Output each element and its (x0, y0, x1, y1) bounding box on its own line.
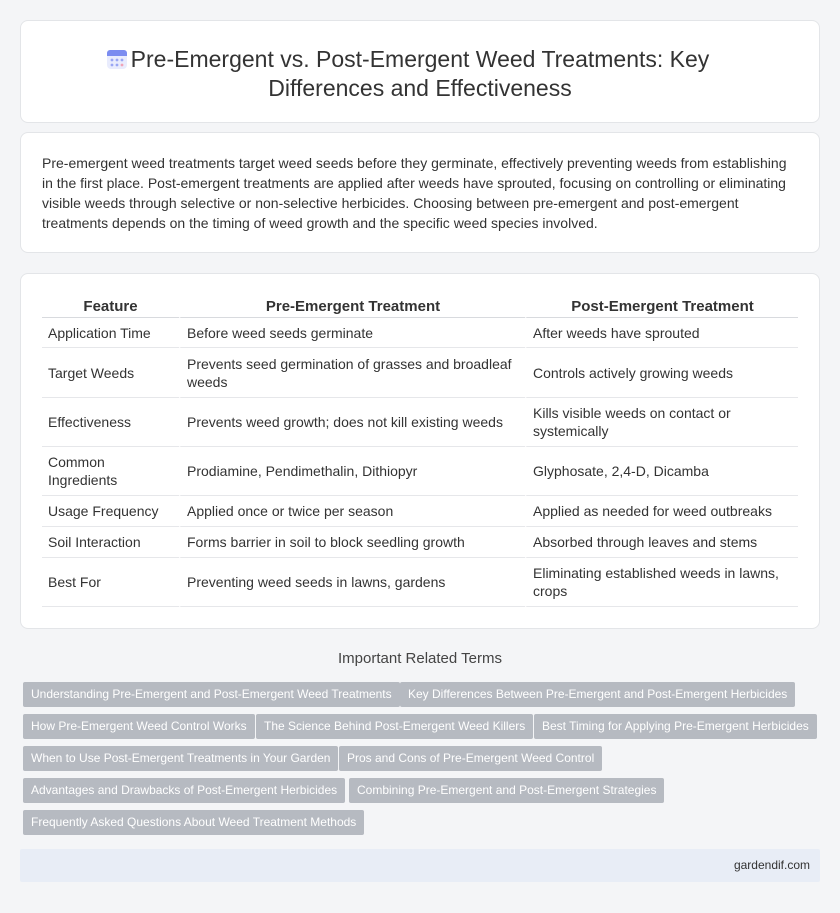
post-emergent-cell: Absorbed through leaves and stems (525, 527, 798, 558)
post-emergent-cell: Applied as needed for weed outbreaks (525, 496, 798, 527)
table-row (42, 398, 798, 447)
table-row (42, 348, 798, 398)
page-title: Pre-Emergent vs. Post-Emergent Weed Treatments: Key Differences and Effectiveness (130, 46, 710, 101)
pre-emergent-cell: Applied once or twice per season (179, 496, 525, 527)
table-header-row (42, 294, 798, 318)
table-row (42, 527, 798, 558)
pre-emergent-cell: Forms barrier in soil to block seedling growth (179, 527, 525, 558)
related-term-tag[interactable]: Frequently Asked Questions About Weed Treatment Methods (23, 810, 364, 835)
pre-emergent-cell: Preventing weed seeds in lawns, gardens (179, 558, 525, 607)
related-term-tag[interactable]: Combining Pre-Emergent and Post-Emergent Strategies (349, 778, 664, 803)
post-emergent-cell: Glyphosate, 2,4-D, Dicamba (525, 447, 798, 496)
related-term-tag[interactable]: Advantages and Drawbacks of Post-Emergent Herbicides (23, 778, 345, 803)
title-card (20, 20, 820, 123)
feature-cell: Common Ingredients (42, 447, 179, 496)
related-term-tag[interactable]: Key Differences Between Pre-Emergent and Post-Emergent Herbicides (400, 682, 795, 707)
header-post-emergent: Post-Emergent Treatment (525, 294, 798, 318)
related-term-tag[interactable]: Understanding Pre-Emergent and Post-Emergent Weed Treatments (23, 682, 400, 707)
header-pre-emergent: Pre-Emergent Treatment (179, 294, 525, 318)
pre-emergent-cell: Before weed seeds germinate (179, 318, 525, 348)
pre-emergent-cell: Prevents seed germination of grasses and broadleaf weeds (179, 348, 525, 398)
table-row (42, 318, 798, 348)
post-emergent-cell: Controls actively growing weeds (525, 348, 798, 398)
footer-bar (20, 849, 820, 882)
intro-card (20, 132, 820, 253)
header-feature: Feature (42, 294, 179, 318)
related-term-tag[interactable]: The Science Behind Post-Emergent Weed Killers (256, 714, 533, 739)
intro-paragraph: Pre-emergent weed treatments target weed seeds before they germinate, effectively preventing weeds from establishing in the first place. Post-emergent treatments are applied after weeds have sprouted, focusing on controlling or eliminating visible weeds through selective or non-selective herbicides. Choosing between pre-emergent and post-emergent treatments depends on the timing of weed growth and the specific weed species involved. (42, 155, 787, 231)
post-emergent-cell: Eliminating established weeds in lawns, crops (525, 558, 798, 607)
feature-cell: Target Weeds (42, 348, 179, 398)
comparison-card (20, 273, 820, 629)
related-terms-heading: Important Related Terms (338, 650, 502, 667)
post-emergent-cell: After weeds have sprouted (525, 318, 798, 348)
related-term-tag[interactable]: How Pre-Emergent Weed Control Works (23, 714, 255, 739)
feature-cell: Soil Interaction (42, 527, 179, 558)
feature-cell: Application Time (42, 318, 179, 348)
site-name[interactable]: gardendif.com (733, 858, 810, 872)
pre-emergent-cell: Prevents weed growth; does not kill existing weeds (179, 398, 525, 447)
related-term-tag[interactable]: Pros and Cons of Pre-Emergent Weed Control (339, 746, 602, 771)
table-row (42, 558, 798, 607)
feature-cell: Usage Frequency (42, 496, 179, 527)
feature-cell: Best For (42, 558, 179, 607)
post-emergent-cell: Kills visible weeds on contact or systemically (525, 398, 798, 447)
comparison-table (42, 294, 798, 607)
related-term-tag[interactable]: When to Use Post-Emergent Treatments in Your Garden (23, 746, 338, 771)
table-row (42, 447, 798, 496)
related-term-tag[interactable]: Best Timing for Applying Pre-Emergent Herbicides (534, 714, 817, 739)
pre-emergent-cell: Prodiamine, Pendimethalin, Dithiopyr (179, 447, 525, 496)
table-row (42, 496, 798, 527)
feature-cell: Effectiveness (42, 398, 179, 447)
